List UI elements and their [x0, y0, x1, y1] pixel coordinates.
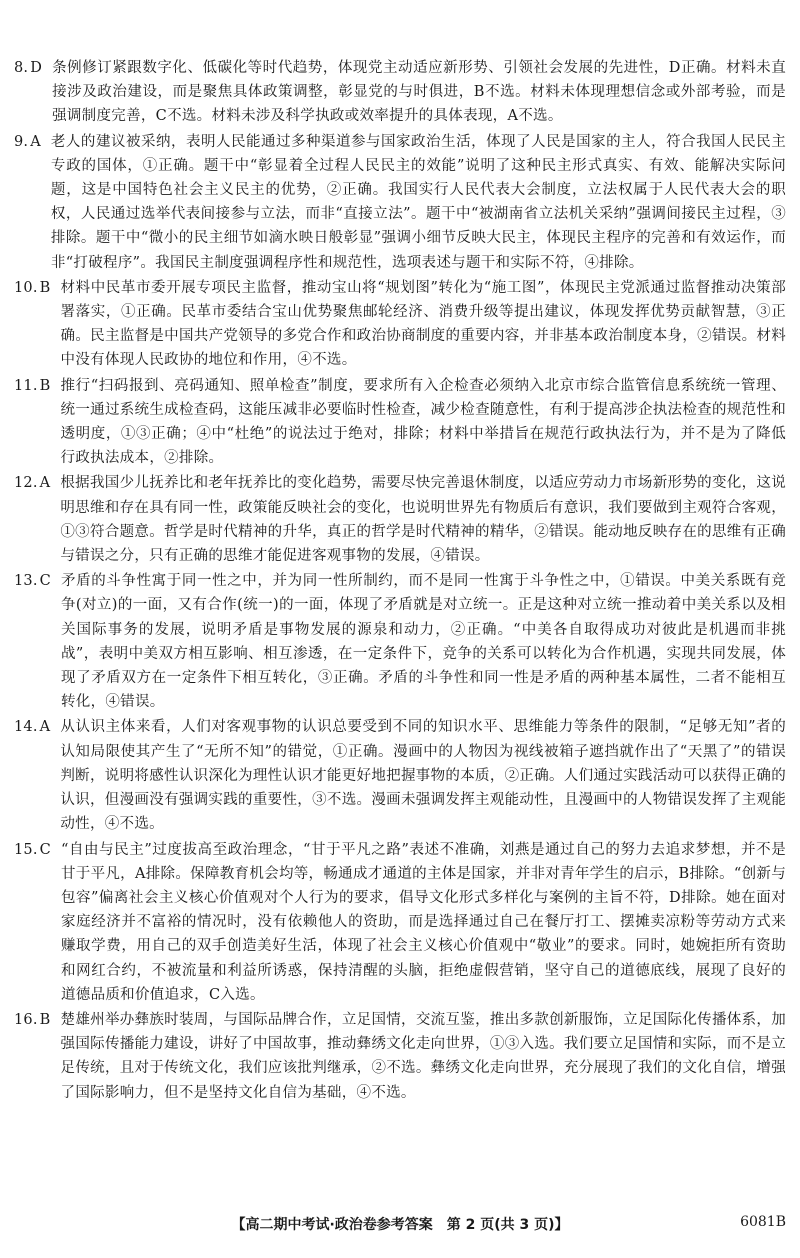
question-index: 15. [14, 841, 38, 858]
paper-code: 6081B [740, 1214, 786, 1230]
answer-explanation: 从认识主体来看，人们对客观事物的认识总要受到不同的知识水平、思维能力等条件的限制，“足够无知”者的认知局限使其产生了“无所不知”的错觉，①正确。漫画中的人物因为视线被箱子遮挡就作出了“天黑了”的错误判断，说明将感性认识深化为理性认识才能更好地把握事物的本质，②正确。人们通过实践活动可以获得正确的认识，但漫画没有强调实践的重要性，③不选。漫画未强调发挥主观能动性，且漫画中的人物错误发挥了主观能动性，④不选。 [60, 719, 786, 833]
question-number [14, 569, 61, 593]
footer-title: 【高二期中考试·政治卷参考答案 第 2 页(共 3 页)】 [231, 1217, 569, 1233]
answer-item [14, 374, 786, 471]
answer-explanation: 矛盾的斗争性寓于同一性之中，并为同一性所制约，而不是同一性寓于斗争性之中，①错误。中美关系既有竞争(对立)的一面，又有合作(统一)的一面，体现了矛盾就是对立统一。正是这种对立统一推动着中美关系以及相关国际事务的发展，说明矛盾是事物发展的源泉和动力，②正确。“中美各自取得成功对彼此是机遇而非挑战”，表明中美双方相互影响、相互渗透，在一定条件下，竞争的关系可以转化为合作机遇，实现共同发展，体现了矛盾双方在一定条件下相互转化，③正确。矛盾的斗争性和同一性是矛盾的两种基本属性，二者不能相互转化，④错误。 [60, 573, 786, 711]
question-index: 14. [14, 719, 38, 736]
page-footer [0, 1212, 800, 1236]
answer-explanation: 楚雄州举办彝族时装周，与国际品牌合作，立足国情，交流互鉴，推出多款创新服饰，立足国际化传播体系，加强国际传播能力建设，讲好了中国故事，推动彝绣文化走向世界，①③入选。我们要立足国情和实际，而不是立足传统，且对于传统文化，我们应该批判继承，②不选。彝绣文化走向世界，充分展现了我们的文化自信，增强了国际影响力，但不是坚持文化自信为基础，④不选。 [60, 1011, 786, 1101]
question-index: 16. [14, 1011, 38, 1028]
answer-choice: B [39, 377, 51, 394]
answer-explanation: 老人的建议被采纳，表明人民能通过多种渠道参与国家政治生活，体现了人民是国家的主人，符合我国人民民主专政的国体，①正确。题干中“彰显着全过程人民民主的效能”说明了这种民主形式真实、有效、能解决实际问题，这是中国特色社会主义民主的优势，②正确。我国实行人民代表大会制度，立法权属于人民代表大会的职权，人民通过选举代表间接参与立法，而非“直接立法”。题干中“被湖南省立法机关采纳”强调间接民主过程，③排除。题干中“微小的民主细节如滴水映日般彰显”强调小细节反映大民主，体现民主程序的完善和有效运作，而非“打破程序”。我国民主制度强调程序性和规范性，选项表述与题干和实际不符，④排除。 [50, 133, 786, 271]
answer-choice: D [30, 60, 43, 76]
question-index: 8. [14, 60, 29, 76]
question-number [14, 1008, 61, 1032]
question-number [14, 374, 61, 398]
answer-item [14, 1008, 786, 1105]
answer-choice: A [39, 475, 51, 492]
answer-explanation: 材料中民革市委开展专项民主监督，推动宝山将“规划图”转化为“施工图”，体现民主党派通过监督推动决策部署落实，①正确。民革市委结合宝山优势聚焦邮轮经济、消费升级等提出建议，体现发挥优势贡献智慧，③正确。民主监督是中国共产党领导的多党合作和政治协商制度的重要内容，并非基本政治制度本身，②错误。材料中没有体现人民政协的地位和作用，④不选。 [60, 279, 786, 369]
question-index: 13. [14, 573, 38, 590]
answer-choice: C [39, 841, 51, 858]
question-index: 11. [14, 377, 38, 394]
answer-explanation: “自由与民主”过度拔高至政治理念，“甘于平凡之路”表述不准确，刘燕是通过自己的努力去追求梦想，并不是甘于平凡，A排除。保障教育机会均等，畅通成才通道的主体是国家，并非对青年学生的启示，B排除。“创新与包容”偏离社会主义核心价值观对个人行为的要求，倡导文化形式多样化与案例的主旨不符，D排除。她在面对家庭经济并不富裕的情况时，没有依赖他人的资助，而是选择通过自己在餐厅打工、摆摊卖凉粉等劳动方式来赚取学费，用自己的双手创造美好生活，体现了社会主义核心价值观中“敬业”的要求。同时，她婉拒所有资助和网红合约，不被流量和利益所诱惑，保持清醒的头脑，拒绝虚假营销，坚守自己的道德底线，展现了良好的道德品质和价值追求，C入选。 [60, 841, 787, 1003]
answer-list [14, 56, 786, 1106]
question-index: 9. [14, 133, 29, 150]
answer-item [14, 715, 786, 836]
question-number [14, 715, 60, 739]
question-index: 12. [14, 475, 38, 492]
answer-item [14, 56, 786, 129]
question-number [14, 471, 60, 495]
answer-explanation: 根据我国少儿抚养比和老年抚养比的变化趋势，需要尽快完善退休制度，以适应劳动力市场新形势的变化，这说明思维和存在具有同一性，政策能反映社会的变化，也说明世界先有物质后有意识，我们要做到主观符合客观，①③符合题意。哲学是时代精神的升华，真正的哲学是时代精神的精华，②错误。能动地反映存在的思维有正确与错误之分，只有正确的思维才能促进客观事物的发展，④错误。 [60, 475, 786, 565]
question-number [14, 838, 61, 862]
question-number [14, 276, 61, 300]
answer-choice: B [39, 279, 51, 296]
answer-choice: B [39, 1011, 51, 1028]
answer-choice: A [30, 133, 41, 150]
question-index: 10. [14, 279, 38, 296]
answer-item [14, 276, 786, 373]
answer-choice: A [39, 719, 51, 736]
answer-choice: C [39, 573, 51, 590]
answer-item [14, 130, 786, 275]
answer-explanation: 推行“扫码报到、亮码通知、照单检查”制度，要求所有入企检查必须纳入北京市综合监管信息系统统一管理、统一通过系统生成检查码，这能压减非必要临时性检查，减少检查随意性，有利于提高涉企执法检查的规范性和透明度，①③正确；④中“杜绝”的说法过于绝对，排除；材料中举措旨在规范行政执法行为，并不是为了降低行政执法成本，②排除。 [60, 377, 786, 467]
question-number [14, 130, 51, 154]
answer-item [14, 569, 786, 714]
answer-item [14, 471, 786, 568]
question-number [14, 56, 52, 80]
answer-explanation: 条例修订紧跟数字化、低碳化等时代趋势，体现党主动适应新形势、引领社会发展的先进性，D正确。材料未直接涉及政治建设，而是聚焦具体政策调整，彰显党的与时俱进，B不选。材料未体现理想信念或外部考验，而是强调制度完善，C不选。材料未涉及科学执政或效率提升的具体表现，A不选。 [52, 60, 786, 125]
answer-item [14, 838, 786, 1007]
